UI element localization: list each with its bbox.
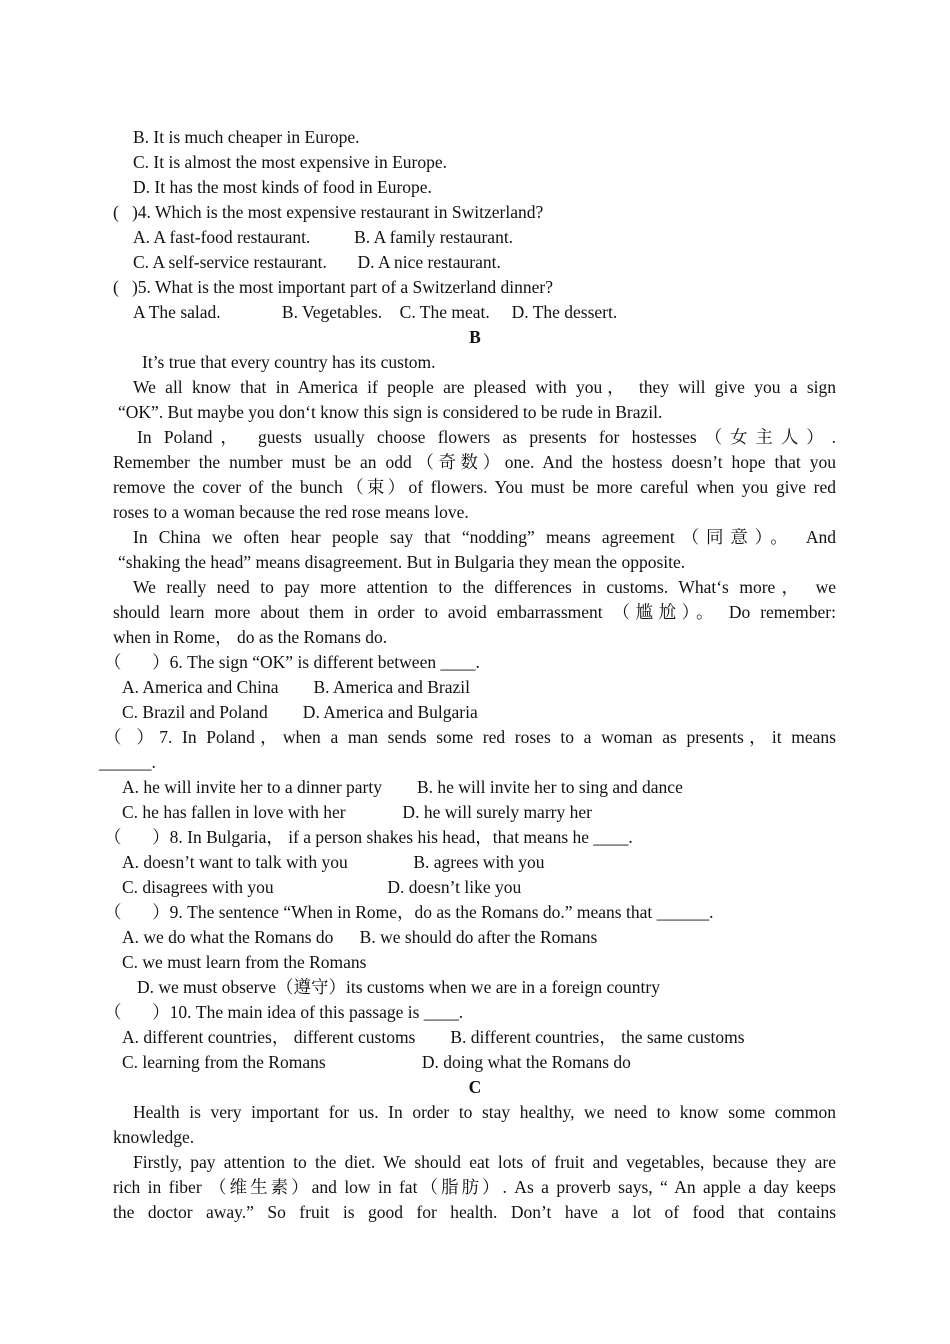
- passage-b-paragraph-1: It’s true that every country has its custom.: [142, 352, 436, 372]
- passage-c-paragraph-2-line-2: rich in fiber （维生素）and low in fat（脂肪）. As a proverb says, “ An apple a day keeps: [113, 1177, 836, 1197]
- passage-b-paragraph-2-line-2: “OK”. But maybe you don‘t know this sign is considered to be rude in Brazil.: [118, 402, 663, 422]
- q8-options-ab: A. doesn’t want to talk with you B. agrees with you: [122, 852, 545, 872]
- passage-c-paragraph-2-line-1: Firstly, pay attention to the diet. We should eat lots of fruit and vegetables, because they are: [133, 1152, 836, 1172]
- q3-option-b: B. It is much cheaper in Europe.: [133, 127, 360, 147]
- passage-c-paragraph-1-line-1: Health is very important for us. In order to stay healthy, we need to know some common: [133, 1102, 836, 1122]
- question-10: （ ）10. The main idea of this passage is ____.: [104, 1002, 464, 1022]
- q10-options-cd: C. learning from the Romans D. doing what the Romans do: [122, 1052, 631, 1072]
- question-5: ( )5. What is the most important part of a Switzerland dinner?: [113, 277, 553, 297]
- passage-b-paragraph-5-line-1: We really need to pay more attention to the differences in customs. What‘s more， we: [133, 577, 836, 597]
- question-6: （ ）6. The sign “OK” is different between ____.: [104, 652, 480, 672]
- q9-option-d: D. we must observe（遵守）its customs when we are in a foreign country: [137, 977, 660, 997]
- passage-b-paragraph-3-line-4: roses to a woman because the red rose means love.: [113, 502, 469, 522]
- passage-c-paragraph-2-line-3: the doctor away.” So fruit is good for health. Don’t have a lot of food that contains: [113, 1202, 836, 1222]
- q7-options-ab: A. he will invite her to a dinner party B. he will invite her to sing and dance: [122, 777, 683, 797]
- passage-c-paragraph-1-line-2: knowledge.: [113, 1127, 195, 1147]
- passage-b-heading: B: [469, 327, 481, 347]
- passage-b-paragraph-4-line-1: In China we often hear people say that “nodding” means agreement（同意）。 And: [133, 527, 836, 547]
- q6-options-ab: A. America and China B. America and Brazil: [122, 677, 470, 697]
- passage-b-paragraph-3-line-3: remove the cover of the bunch（束）of flowers. You must be more careful when you give red: [113, 477, 836, 497]
- q3-option-c: C. It is almost the most expensive in Europe.: [133, 152, 447, 172]
- question-7-line-1: （ ）7. In Poland，when a man sends some red roses to a woman as presents，it means: [104, 727, 836, 747]
- q9-options-ab: A. we do what the Romans do B. we should do after the Romans: [122, 927, 598, 947]
- q3-option-d: D. It has the most kinds of food in Europe.: [133, 177, 432, 197]
- question-8: （ ）8. In Bulgaria， if a person shakes his head，that means he ____.: [104, 827, 633, 847]
- q10-options-ab: A. different countries， different customs B. different countries， the same customs: [122, 1027, 745, 1047]
- question-7-line-2: ______.: [99, 752, 156, 772]
- passage-c-heading: C: [468, 1077, 482, 1097]
- question-9: （ ）9. The sentence “When in Rome，do as the Romans do.” means that ______.: [104, 902, 714, 922]
- q9-option-c: C. we must learn from the Romans: [122, 952, 367, 972]
- q8-options-cd: C. disagrees with you D. doesn’t like you: [122, 877, 522, 897]
- passage-b-paragraph-2-line-1: We all know that in America if people are pleased with you， they will give you a sign: [133, 377, 836, 397]
- question-4: ( )4. Which is the most expensive restaurant in Switzerland?: [113, 202, 544, 222]
- q4-options-cd: C. A self-service restaurant. D. A nice restaurant.: [133, 252, 501, 272]
- q5-options: A The salad. B. Vegetables. C. The meat. D. The dessert.: [133, 302, 618, 322]
- passage-b-paragraph-3-line-1: In Poland， guests usually choose flowers as presents for hostesses（女主人）.: [137, 427, 836, 447]
- q4-options-ab: A. A fast-food restaurant. B. A family restaurant.: [133, 227, 514, 247]
- q7-options-cd: C. he has fallen in love with her D. he will surely marry her: [122, 802, 592, 822]
- passage-b-paragraph-3-line-2: Remember the number must be an odd（奇数）one. And the hostess doesn’t hope that you: [113, 452, 836, 472]
- q6-options-cd: C. Brazil and Poland D. America and Bulgaria: [122, 702, 478, 722]
- passage-b-paragraph-4-line-2: “shaking the head” means disagreement. But in Bulgaria they mean the opposite.: [118, 552, 686, 572]
- passage-b-paragraph-5-line-2: should learn more about them in order to avoid embarrassment （尴尬）。 Do remember:: [113, 602, 836, 622]
- passage-b-paragraph-5-line-3: when in Rome， do as the Romans do.: [113, 627, 388, 647]
